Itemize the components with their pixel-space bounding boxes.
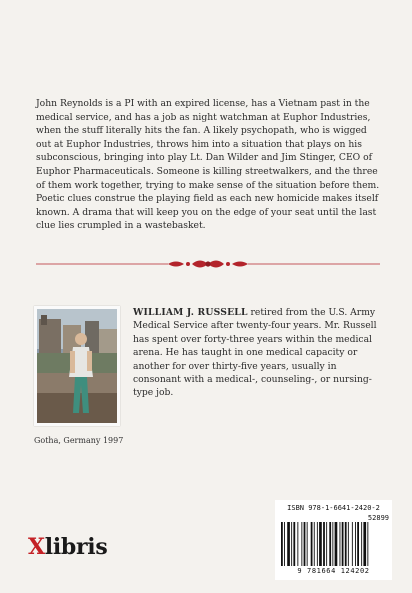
isbn-label: ISBN 978-1-6641-2420-2 [287, 504, 380, 512]
author-photo-image [37, 309, 117, 423]
publisher-logo-x: X [28, 534, 45, 560]
isbn-barcode [275, 500, 392, 580]
barcode-bars [281, 522, 386, 566]
publisher-logo [28, 534, 107, 560]
ornament-divider [36, 256, 380, 272]
author-name: WILLIAM J. RUSSELL [133, 307, 248, 318]
author-bio-text: retired from the U.S. Army Medical Service after twenty-four years. Mr. Russell has spent over forty-three years within the medical arena. He has taught in one medical capacity or another for over thirty-five years, usually in consonant with a medical-, counseling-, or nursing-type job. [133, 307, 377, 399]
photo-caption: Gotha, Germany 1997 [34, 436, 124, 445]
synopsis-text: John Reynolds is a PI with an expired license, has a Vietnam past in the medical service, and has a job as night watchman at Euphor Industries, when the stuff literally hits the fan. A likely psychopath, who is wigged out at Euphor Industries, throws him into a situation that plays on his subconscious, bringing into play Lt. Dan Wilder and Jim Stinger, CEO of Euphor Pharmaceuticals. Someone is killing streetwalkers, and the three of them work together, trying to make sense of the situation before them. Poetic clues construe the playing field as each new homicide makes itself known. A drama that will keep you on the edge of your seat until the last clue lies crumpled in a wastebasket. [36, 98, 380, 232]
publisher-logo-rest: libris [44, 534, 108, 560]
author-photo [34, 306, 120, 426]
author-bio [133, 306, 381, 400]
price-code: 52899 [367, 514, 389, 522]
barcode-digits: 9 781664 124202 [297, 567, 370, 575]
